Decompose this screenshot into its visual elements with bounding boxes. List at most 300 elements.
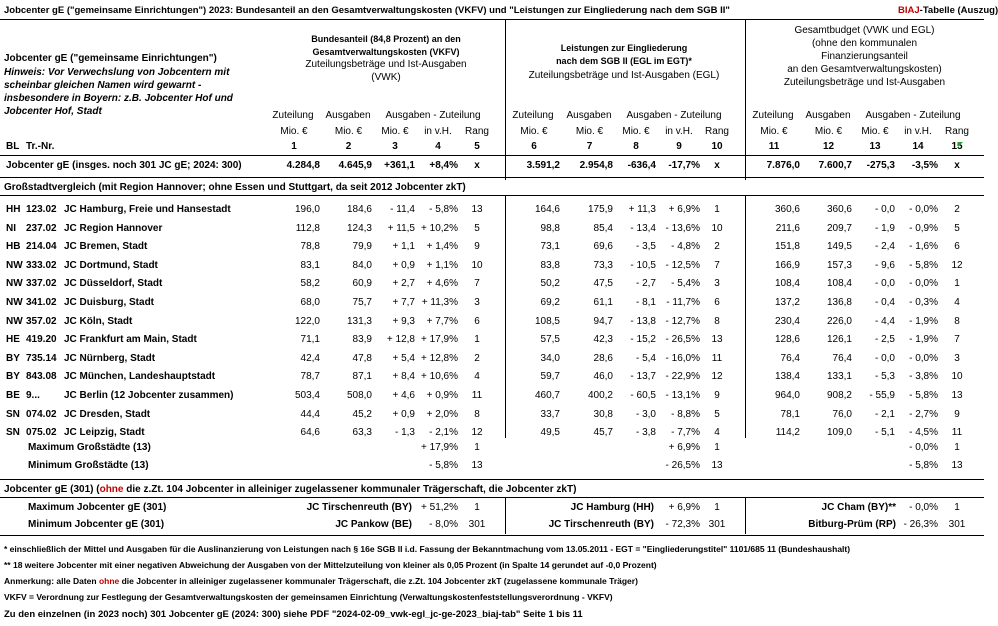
table-cell: + 11,5: [387, 223, 415, 234]
unit-label: Mio. €: [575, 126, 604, 137]
table-cell: 122,0: [294, 316, 320, 327]
table-cell: - 5,4%: [671, 278, 700, 289]
row-nr: 214.04: [26, 241, 57, 252]
table-cell: 57,5: [540, 334, 560, 345]
unit-label: Rang: [705, 126, 729, 137]
table-cell: + 1,4%: [426, 241, 458, 252]
table-cell: 42,4: [300, 353, 320, 364]
table-cell: - 5,8%: [909, 390, 938, 401]
table-cell: - 55,9: [869, 390, 895, 401]
table-cell: - 0,4: [874, 297, 895, 308]
subhead-zuteilung: Zuteilung: [512, 110, 554, 121]
total-value: 4.284,8: [286, 160, 320, 171]
table-cell: 78,8: [300, 241, 320, 252]
table-cell: - 4,4: [874, 316, 895, 327]
row-bl: NW: [6, 297, 23, 308]
table-cell: 9: [954, 409, 960, 420]
table-cell: - 1,3: [394, 427, 415, 438]
row-name: JC Berlin (12 Jobcenter zusammen): [64, 390, 234, 401]
column-number: 8: [633, 141, 639, 152]
table-cell: 151,8: [774, 241, 800, 252]
table-cell: - 0,0: [874, 204, 895, 215]
table-cell: - 5,8%: [429, 204, 458, 215]
table-cell: 138,4: [774, 371, 800, 382]
trnr-label: Tr.-Nr.: [26, 141, 55, 152]
unit-label: Mio. €: [861, 126, 889, 137]
table-cell: 79,9: [352, 241, 372, 252]
table-cell: 149,5: [826, 241, 852, 252]
table-cell: 1: [954, 278, 960, 289]
divider: [0, 535, 984, 536]
table-cell: - 0,0: [874, 353, 895, 364]
table-cell: + 10,2%: [421, 223, 458, 234]
table-cell: + 6,9%: [668, 204, 700, 215]
note3-post: die Jobcenter in alleiniger zugelassener kommunaler Trägerschaft, die z.Zt. 104 Jobcenter zkT (zugelassene kommunale Träger): [119, 576, 638, 586]
extreme-value: - 26,5%: [665, 460, 700, 471]
max-row-label: Maximum Großstädte (13): [28, 442, 151, 453]
row-nr: 237.02: [26, 223, 57, 234]
table-cell: 108,4: [774, 278, 800, 289]
table-cell: - 0,9%: [909, 223, 938, 234]
min-row-label: Minimum Großstädte (13): [28, 460, 149, 471]
table-cell: 83,8: [540, 260, 560, 271]
table-cell: 94,7: [593, 316, 613, 327]
table-cell: 76,4: [832, 353, 852, 364]
table-cell: 64,6: [300, 427, 320, 438]
extreme-value: + 6,9%: [668, 442, 700, 453]
extreme-rank: 13: [471, 460, 483, 471]
row-bl: SN: [6, 409, 20, 420]
table-cell: 10: [711, 223, 723, 234]
table-cell: 3: [714, 278, 720, 289]
table-cell: 13: [951, 390, 963, 401]
column-number: 10: [711, 141, 723, 152]
table-cell: 69,2: [540, 297, 560, 308]
table-cell: 60,9: [352, 278, 372, 289]
group-header-egl: Leistungen zur Eingliederung: [560, 43, 688, 53]
table-cell: 63,3: [352, 427, 372, 438]
table-cell: 6: [474, 316, 480, 327]
stat-jobcenter: Bitburg-Prüm (RP): [808, 519, 896, 530]
section2-title: [4, 484, 576, 496]
table-cell: + 7,7: [392, 297, 415, 308]
table-cell: 157,3: [826, 260, 852, 271]
subhead-zuteilung: Zuteilung: [272, 110, 314, 121]
table-cell: - 4,5%: [909, 427, 938, 438]
group-header-total: Gesamtbudget (VWK und EGL): [794, 25, 935, 36]
unit-label: in v.H.: [904, 126, 932, 137]
table-cell: 12: [711, 371, 723, 382]
table-cell: - 3,0: [635, 409, 656, 420]
table-cell: - 0,0: [874, 278, 895, 289]
table-cell: - 12,5%: [665, 260, 700, 271]
stat-jobcenter: JC Hamburg (HH): [570, 502, 654, 513]
table-cell: 8: [474, 409, 480, 420]
table-cell: - 3,8%: [909, 371, 938, 382]
table-cell: + 7,7%: [426, 316, 458, 327]
table-cell: 133,1: [826, 371, 852, 382]
table-cell: - 3,8: [635, 427, 656, 438]
row-name: JC München, Landeshauptstadt: [64, 371, 216, 382]
table-cell: 71,1: [300, 334, 320, 345]
table-cell: 112,8: [295, 223, 320, 234]
table-cell: - 5,4: [635, 353, 656, 364]
extreme-value: + 17,9%: [421, 442, 458, 453]
stat-value: - 72,3%: [665, 519, 700, 530]
table-cell: 137,2: [774, 297, 800, 308]
table-cell: - 7,7%: [671, 427, 700, 438]
unit-label: Mio. €: [814, 126, 843, 137]
table-cell: 3: [954, 353, 960, 364]
table-cell: 73,3: [593, 260, 613, 271]
table-cell: 61,1: [593, 297, 613, 308]
table-cell: - 9,6: [874, 260, 895, 271]
table-cell: 59,7: [540, 371, 560, 382]
column-number: 15: [951, 141, 963, 152]
table-cell: 6: [714, 297, 720, 308]
cell-marker-icon: [958, 142, 963, 147]
total-value: x: [714, 160, 720, 171]
table-cell: - 5,8%: [909, 260, 938, 271]
column-number: 14: [912, 141, 924, 152]
table-cell: - 4,8%: [671, 241, 700, 252]
unit-label: Mio. €: [520, 126, 548, 137]
table-cell: 230,4: [774, 316, 800, 327]
hint-line: insbesondere in Boyern: z.B. Jobcenter Hof und: [4, 93, 233, 104]
hint-line: Jobcenter Hof, Stadt: [4, 106, 102, 117]
section2-red: ohne: [99, 484, 124, 495]
subhead-ausgaben: Ausgaben: [566, 110, 612, 121]
total-value: 4.645,9: [338, 160, 372, 171]
extreme-value: - 5,8%: [909, 460, 938, 471]
row-nr: 9...: [26, 390, 40, 401]
column-number: 12: [822, 141, 835, 152]
stat-rank: 1: [714, 502, 720, 513]
row-bl: NW: [6, 316, 23, 327]
divider: [0, 195, 984, 196]
table-cell: 30,8: [593, 409, 613, 420]
group-header-vwk: Gesamtverwaltungskosten (VKFV): [312, 47, 460, 57]
total-value: x: [474, 160, 480, 171]
left-header-title: Jobcenter gE ("gemeinsame Einrichtungen"): [4, 53, 217, 64]
total-value: 7.600,7: [818, 160, 852, 171]
biaj-brand: BIAJ: [898, 5, 920, 16]
table-cell: 85,4: [593, 223, 613, 234]
extreme-rank: 1: [474, 442, 480, 453]
table-cell: 211,6: [775, 223, 800, 234]
table-cell: 360,6: [774, 204, 800, 215]
table-cell: 209,7: [826, 223, 852, 234]
table-cell: 109,0: [826, 427, 852, 438]
table-cell: 114,2: [775, 427, 800, 438]
table-cell: - 22,9%: [665, 371, 700, 382]
stat-value: + 51,2%: [421, 502, 458, 513]
table-cell: + 4,6%: [426, 278, 458, 289]
group-separator: [745, 196, 746, 438]
table-cell: - 1,9: [874, 223, 895, 234]
total-label: Jobcenter gE (insges. noch 301 JC gE; 2024: 300): [6, 160, 242, 171]
bl-label: BL: [6, 141, 20, 152]
column-number: 5: [474, 141, 480, 152]
extreme-rank: 1: [714, 442, 720, 453]
table-cell: + 0,9: [392, 409, 415, 420]
table-cell: - 16,0%: [665, 353, 700, 364]
table-cell: - 11,7%: [666, 297, 700, 308]
stat-value: + 6,9%: [668, 502, 700, 513]
footer-reference: Zu den einzelnen (in 2023 noch) 301 Jobcenter gE (2024: 300) siehe PDF "2024-02-09_vwk-egl_jc-ge-2023_biaj-tab" Seite 1 bis 11: [4, 609, 583, 620]
row-bl: HB: [6, 241, 21, 252]
divider: [0, 155, 984, 156]
row-name: JC Dresden, Stadt: [64, 409, 151, 420]
unit-label: in v.H.: [665, 126, 693, 137]
group-header-total: Finanzierungsanteil: [821, 51, 908, 62]
table-cell: 58,2: [300, 278, 320, 289]
table-cell: 6: [954, 241, 960, 252]
table-cell: - 13,8: [630, 316, 656, 327]
unit-label: in v.H.: [424, 126, 452, 137]
total-value: -3,5%: [911, 160, 938, 171]
table-cell: 10: [471, 260, 483, 271]
row-bl: HE: [6, 334, 20, 345]
row-name: JC Duisburg, Stadt: [64, 297, 155, 308]
divider: [0, 497, 984, 498]
table-cell: 2: [714, 241, 720, 252]
stat-label: Minimum Jobcenter gE (301): [28, 519, 165, 530]
table-cell: - 2,7: [635, 278, 656, 289]
subhead-zuteilung: Zuteilung: [752, 110, 794, 121]
table-cell: 83,9: [352, 334, 372, 345]
table-cell: 8: [954, 316, 960, 327]
table-cell: 69,6: [593, 241, 613, 252]
group-separator: [505, 498, 506, 534]
row-name: JC Frankfurt am Main, Stadt: [64, 334, 197, 345]
row-name: JC Hamburg, Freie und Hansestadt: [64, 204, 231, 215]
table-cell: + 17,9%: [421, 334, 458, 345]
table-cell: 184,6: [346, 204, 372, 215]
note3-red: ohne: [98, 576, 120, 586]
row-nr: 333.02: [26, 260, 57, 271]
column-number: 4: [435, 141, 441, 152]
total-value: 7.876,0: [766, 160, 800, 171]
row-bl: NI: [6, 223, 16, 234]
column-number: 2: [345, 141, 352, 152]
table-cell: 126,1: [826, 334, 852, 345]
divider: [0, 177, 984, 178]
table-cell: - 1,9%: [909, 334, 938, 345]
row-nr: 419.20: [26, 334, 57, 345]
row-name: JC Dortmund, Stadt: [64, 260, 158, 271]
group-separator: [505, 20, 506, 180]
table-cell: - 12,7%: [665, 316, 700, 327]
table-cell: 45,2: [352, 409, 372, 420]
table-cell: 12: [471, 427, 483, 438]
group-separator: [745, 20, 746, 180]
group-separator: [745, 498, 746, 534]
group-header-vwk: Bundesanteil (84,8 Prozent) an den: [311, 34, 461, 44]
group-header-egl: nach dem SGB II (EGL im EGT)*: [556, 56, 692, 66]
table-cell: 175,9: [587, 204, 613, 215]
table-cell: + 10,6%: [421, 371, 458, 382]
table-cell: 400,2: [587, 390, 613, 401]
table-cell: + 2,0%: [426, 409, 458, 420]
table-cell: - 5,1: [874, 427, 895, 438]
stat-rank: 301: [468, 519, 486, 530]
unit-label: Mio. €: [334, 126, 363, 137]
group-header-total: Zuteilungsbeträge und Ist-Ausgaben: [783, 77, 946, 88]
footnote-4: VKFV = Verordnung zur Festlegung der Gesamtverwaltungskosten der gemeinsamen Einrichtung (Verwaltungskostenfeststellungsverordnung - VKFV): [4, 592, 613, 602]
table-cell: - 2,5: [874, 334, 895, 345]
table-cell: 508,0: [346, 390, 372, 401]
table-cell: 3: [474, 297, 480, 308]
table-cell: + 1,1%: [426, 260, 458, 271]
stat-label: Maximum Jobcenter gE (301): [28, 502, 167, 513]
row-nr: 123.02: [26, 204, 57, 215]
table-cell: - 10,5: [630, 260, 656, 271]
unit-label: Mio. €: [381, 126, 409, 137]
extreme-value: - 0,0%: [909, 442, 938, 453]
total-value: -17,7%: [668, 160, 700, 171]
subhead-differenz: Ausgaben - Zuteilung: [385, 110, 481, 121]
column-number: 3: [392, 141, 398, 152]
table-cell: 13: [711, 334, 723, 345]
table-cell: 68,0: [300, 297, 320, 308]
table-cell: 9: [474, 241, 480, 252]
table-tag: [898, 5, 998, 17]
table-cell: 8: [714, 316, 720, 327]
column-number: 13: [869, 141, 881, 152]
subhead-ausgaben: Ausgaben: [805, 110, 851, 121]
row-bl: BE: [6, 390, 20, 401]
table-cell: 75,7: [352, 297, 372, 308]
table-cell: - 13,4: [630, 223, 656, 234]
table-cell: 4: [954, 297, 960, 308]
table-cell: 360,6: [826, 204, 852, 215]
row-nr: 357.02: [26, 316, 57, 327]
table-cell: 28,6: [593, 353, 613, 364]
extreme-rank: 1: [954, 442, 960, 453]
table-cell: 73,1: [540, 241, 560, 252]
table-cell: + 1,1: [392, 241, 415, 252]
table-cell: 83,1: [300, 260, 320, 271]
table-cell: 5: [954, 223, 960, 234]
total-value: -275,3: [866, 160, 895, 171]
total-value: +361,1: [384, 160, 415, 171]
stat-value: - 26,3%: [903, 519, 938, 530]
table-cell: 124,3: [346, 223, 372, 234]
column-number: 1: [291, 141, 297, 152]
table-cell: - 0,0%: [909, 353, 938, 364]
table-cell: - 13,6%: [665, 223, 700, 234]
group-header-egl: Zuteilungsbeträge und Ist-Ausgaben (EGL): [528, 70, 720, 81]
table-cell: 47,8: [352, 353, 372, 364]
total-value: 2.954,8: [579, 160, 613, 171]
row-nr: 341.02: [26, 297, 57, 308]
table-cell: 84,0: [352, 260, 372, 271]
table-cell: 76,0: [832, 409, 852, 420]
table-cell: 76,4: [780, 353, 800, 364]
row-nr: 843.08: [26, 371, 57, 382]
table-cell: 1: [474, 334, 480, 345]
table-cell: 9: [714, 390, 720, 401]
hint-line: scheinbar gleichen Namen wird gewarnt -: [4, 80, 202, 91]
table-cell: 12: [951, 260, 963, 271]
table-cell: 4: [714, 427, 720, 438]
table-cell: 98,8: [540, 223, 560, 234]
table-cell: 164,6: [534, 204, 560, 215]
table-cell: 10: [951, 371, 963, 382]
stat-rank: 301: [708, 519, 726, 530]
stat-jobcenter: JC Cham (BY)**: [821, 502, 896, 513]
stat-jobcenter: JC Tirschenreuth (BY): [548, 519, 654, 530]
table-cell: 78,1: [780, 409, 800, 420]
table-cell: 50,2: [540, 278, 560, 289]
table-cell: 2: [954, 204, 960, 215]
extreme-value: - 5,8%: [429, 460, 458, 471]
group-header-vwk: Zuteilungsbeträge und Ist-Ausgaben: [305, 59, 467, 70]
row-nr: 074.02: [26, 409, 57, 420]
table-cell: 908,2: [826, 390, 852, 401]
table-cell: 2: [474, 353, 480, 364]
table-cell: - 5,3: [874, 371, 895, 382]
table-cell: 11: [471, 390, 483, 401]
table-cell: + 8,4: [392, 371, 415, 382]
table-cell: + 12,8: [386, 334, 415, 345]
total-value: 3.591,2: [526, 160, 560, 171]
table-cell: 131,3: [346, 316, 372, 327]
stat-value: - 8,0%: [429, 519, 458, 530]
row-bl: NW: [6, 260, 23, 271]
table-cell: - 26,5%: [665, 334, 700, 345]
extreme-rank: 13: [951, 460, 963, 471]
section2-post: die z.Zt. 104 Jobcenter in alleiniger zugelassener kommunaler Trägerschaft, die Jobcenter zkT): [123, 484, 577, 495]
row-nr: 075.02: [26, 427, 57, 438]
table-cell: - 1,9%: [909, 316, 938, 327]
row-nr: 735.14: [26, 353, 57, 364]
table-cell: 47,5: [593, 278, 613, 289]
total-value: +8,4%: [429, 160, 458, 171]
table-cell: 42,3: [593, 334, 613, 345]
row-name: JC Leipzig, Stadt: [64, 427, 145, 438]
table-cell: - 0,3%: [909, 297, 938, 308]
divider: [0, 19, 984, 20]
group-separator: [505, 196, 506, 438]
table-cell: - 0,0%: [909, 278, 938, 289]
row-bl: NW: [6, 278, 23, 289]
footnote-2: ** 18 weitere Jobcenter mit einer negativen Abweichung der Ausgaben von der Mittelzuteilung von kleiner als 0,05 Prozent (in Spalte 14 gerundet auf -0,0 Prozent): [4, 560, 657, 570]
table-cell: + 0,9%: [426, 390, 458, 401]
subhead-ausgaben: Ausgaben: [325, 110, 371, 121]
table-cell: 166,9: [774, 260, 800, 271]
table-cell: - 2,4: [874, 241, 895, 252]
table-cell: + 4,6: [392, 390, 415, 401]
table-cell: 5: [714, 409, 720, 420]
table-cell: 13: [471, 204, 483, 215]
table-cell: + 9,3: [392, 316, 415, 327]
table-cell: - 2,1%: [429, 427, 458, 438]
table-cell: - 2,7%: [909, 409, 938, 420]
table-cell: 108,5: [534, 316, 560, 327]
total-value: -636,4: [627, 160, 656, 171]
stat-rank: 1: [474, 502, 480, 513]
table-cell: 108,4: [826, 278, 852, 289]
table-cell: - 1,6%: [909, 241, 938, 252]
column-number: 11: [768, 141, 780, 152]
footnote-1: * einschließlich der Mittel und Ausgaben für die Auslinanzierung von Leistungen nach § 16e SGB II i.d. Fassung der Bekanntmachung vom 13.05.2011 - EGT = "Eingliederungstitel" 1101/685 11 (Bundeshaushalt): [4, 544, 851, 554]
unit-label: Mio. €: [280, 126, 308, 137]
group-header-total: (ohne den kommunalen: [811, 38, 918, 49]
table-cell: - 2,1: [874, 409, 895, 420]
table-cell: - 8,1: [635, 297, 656, 308]
